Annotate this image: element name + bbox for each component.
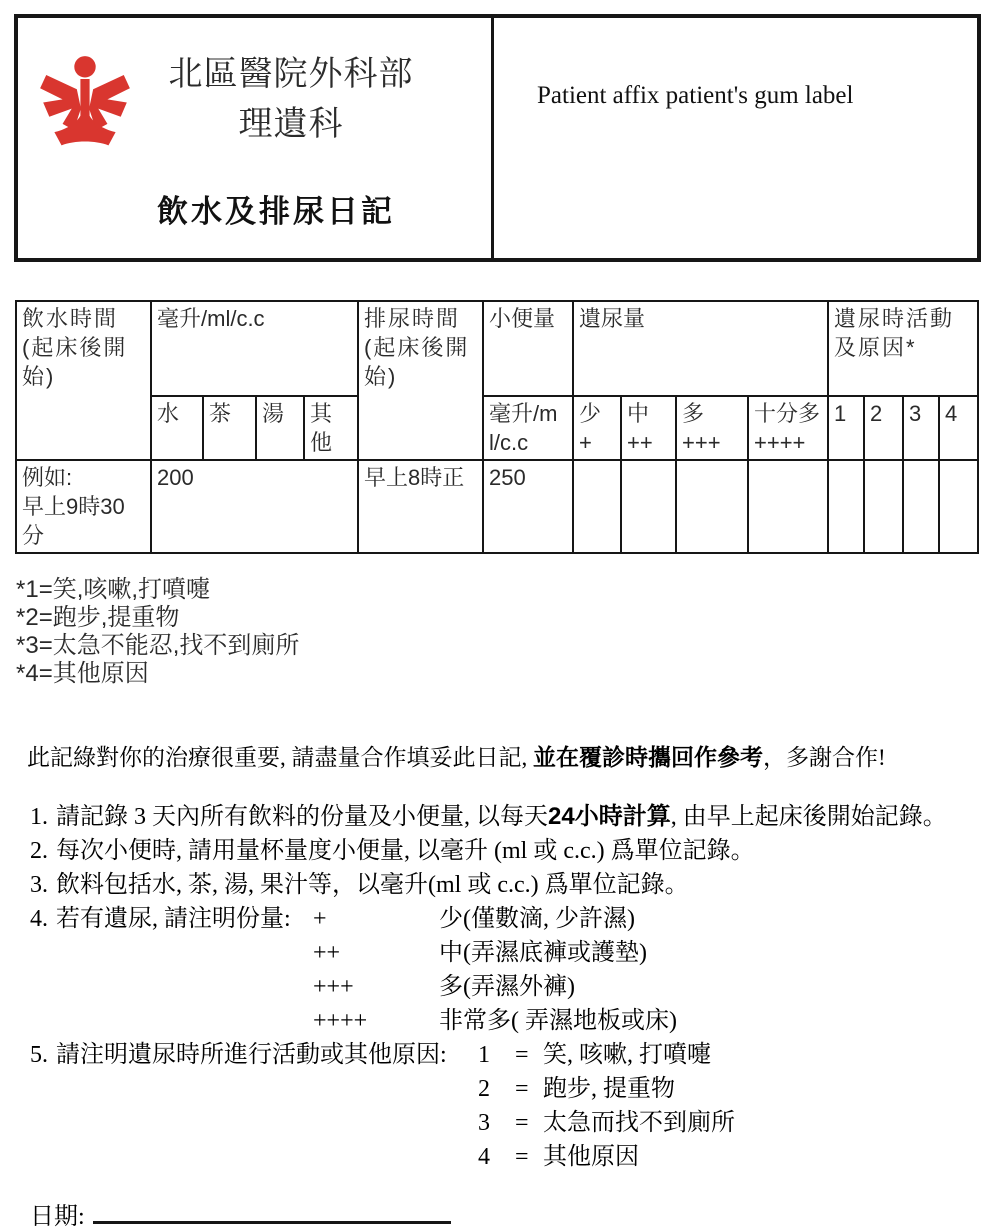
item5-code-1: 1	[478, 1042, 490, 1068]
col-header-leak-group: 遺尿量	[573, 301, 828, 396]
instructions-list	[30, 800, 982, 1174]
subcol-activity-3: 3	[903, 396, 939, 460]
item4-desc-2: 中(弄濕底褲或護墊)	[439, 940, 647, 966]
subcol-leak-small: 少 +	[573, 396, 621, 460]
subcol-urine-unit: 毫升/ml/c.c	[483, 396, 573, 460]
item5-desc-3: 太急而找不到廁所	[543, 1110, 735, 1136]
instruction-item-3: 3. 飲料包括水, 茶, 湯, 果汁等，以毫升(ml 或 c.c.) 爲單位記錄。	[30, 872, 689, 898]
date-blank-underline	[93, 1201, 451, 1224]
item4-symbol-2: ++	[313, 940, 341, 966]
department-title	[157, 50, 425, 150]
subcol-leak-verylarge: 十分多 ++++	[748, 396, 828, 460]
empty-cell	[621, 460, 676, 553]
item4-desc-4: 非常多( 弄濕地板或床)	[439, 1008, 677, 1034]
subcol-other: 其他	[304, 396, 358, 460]
empty-cell	[903, 460, 939, 553]
patient-label-cell	[494, 18, 977, 258]
instruction-item-2: 2. 每次小便時, 請用量杯量度小便量, 以毫升 (ml 或 c.c.) 爲單位記錄。	[30, 838, 755, 864]
hospital-authority-logo-icon	[34, 54, 136, 152]
instruction-1-bold: 24小時計算	[548, 803, 671, 830]
item5-code-2: 2	[478, 1076, 490, 1102]
item4-symbol-1: +	[313, 906, 327, 932]
item5-desc-2: 跑步, 提重物	[543, 1076, 675, 1102]
example-urine-volume-cell: 250	[483, 460, 573, 553]
col-header-ml-group: 毫升/ml/c.c	[151, 301, 358, 396]
subcol-activity-4: 4	[939, 396, 978, 460]
subcol-leak-large: 多 +++	[676, 396, 748, 460]
equals-sign: =	[515, 1076, 529, 1102]
date-line	[30, 1196, 451, 1231]
footnote-line-1: *1=笑,咳嗽,打噴嚏	[16, 576, 211, 603]
intro-pre: 此記綠對你的治療很重要, 請盡量合作填妥此日記,	[27, 745, 533, 770]
empty-cell	[864, 460, 903, 553]
empty-cell	[939, 460, 978, 553]
empty-cell	[676, 460, 748, 553]
example-drink-time-cell: 例如: 早上9時30分	[16, 460, 151, 553]
footnote-line-4: *4=其他原因	[16, 660, 149, 687]
footnotes	[16, 576, 299, 688]
form-title: 飲水及排尿日記	[157, 194, 395, 229]
subcol-activity-2: 2	[864, 396, 903, 460]
subcol-soup: 湯	[256, 396, 304, 460]
footnote-line-2: *2=跑步,提重物	[16, 604, 180, 631]
header-left-cell	[18, 18, 494, 258]
footnote-line-3: *3=太急不能忍,找不到廁所	[16, 632, 300, 659]
subcol-activity-1: 1	[828, 396, 864, 460]
item5-desc-1: 笑, 咳嗽, 打噴嚏	[543, 1042, 711, 1068]
item4-label: 若有遺尿, 請注明份量:	[56, 906, 291, 932]
equals-sign: =	[515, 1042, 529, 1068]
diary-table	[15, 300, 979, 554]
item5-desc-4: 其他原因	[543, 1144, 639, 1170]
col-header-urine-time: 排尿時間 (起床後開始)	[358, 301, 483, 460]
equals-sign: =	[515, 1144, 529, 1170]
col-header-activity-group: 遺尿時活動及原因*	[828, 301, 978, 396]
col-header-drink-time: 飲水時間 (起床後開始)	[16, 301, 151, 460]
item4-desc-3: 多(弄濕外褲)	[439, 974, 575, 1000]
example-urine-time-cell: 早上8時正	[358, 460, 483, 553]
instruction-item-1: 1. 請記錄 3 天內所有飲料的份量及小便量, 以每天24小時計算, 由早上起床後開始記錄。	[30, 803, 947, 830]
instruction-item-4: 4. 若有遺尿, 請注明份量: + 少(僅數滴, 少許濕) ++ 中(弄濕底褲或護墊) +++ 多(弄濕外褲) ++++ 非常多( 弄濕地板或床)	[30, 902, 982, 1038]
department-line2: 理遺科	[238, 106, 344, 143]
patient-gum-label-text: Patient affix patient's gum label	[537, 82, 854, 109]
item5-code-3: 3	[478, 1110, 490, 1136]
equals-sign: =	[515, 1110, 529, 1136]
item4-symbol-3: +++	[313, 974, 354, 1000]
col-header-urine-volume: 小便量	[483, 301, 573, 396]
empty-cell	[828, 460, 864, 553]
date-label: 日期:	[30, 1204, 85, 1230]
item5-label: 請注明遺尿時所進行活動或其他原因:	[56, 1042, 447, 1068]
empty-cell	[573, 460, 621, 553]
intro-bold: 並在覆診時攜回作參考	[533, 744, 763, 770]
subcol-tea: 茶	[203, 396, 256, 460]
intro-paragraph	[27, 742, 985, 773]
item5-code-4: 4	[478, 1144, 490, 1170]
subcol-water: 水	[151, 396, 203, 460]
item4-symbol-4: ++++	[313, 1008, 368, 1034]
intro-post: ，多謝合作!	[763, 745, 886, 770]
item4-desc-1: 少(僅數滴, 少許濕)	[439, 906, 635, 932]
subcol-leak-medium: 中 ++	[621, 396, 676, 460]
empty-cell	[748, 460, 828, 553]
department-line1: 北區醫院外科部	[168, 56, 414, 93]
header-box	[14, 14, 981, 262]
example-amount-cell: 200	[151, 460, 358, 553]
instruction-item-5: 5. 請注明遺尿時所進行活動或其他原因: 1 = 笑, 咳嗽, 打噴嚏 2 = 跑步, 提重物 3 = 太急而找不到廁所 4 = 其他原因	[30, 1038, 982, 1174]
